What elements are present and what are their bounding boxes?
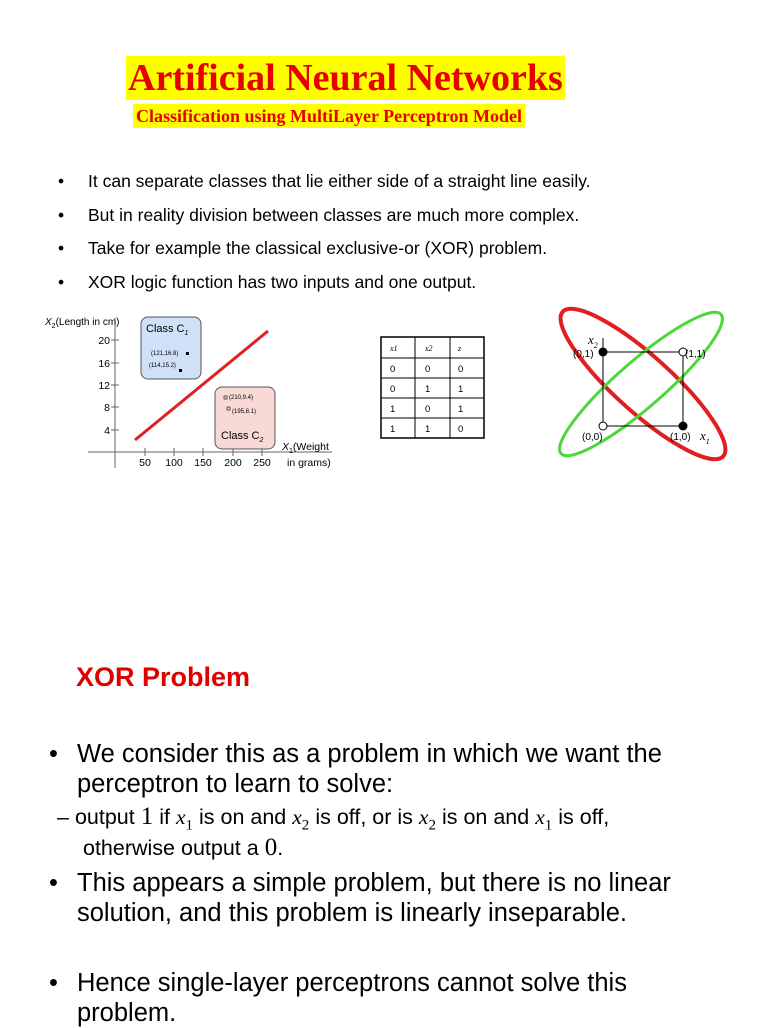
x-axis-label-line2: in grams) <box>287 457 331 469</box>
math-var: $x_2$ <box>418 805 436 834</box>
intro-bullet: • It can separate classes that lie either side of a straight line easily. <box>58 171 591 191</box>
table-cell: 0 <box>425 404 431 415</box>
red-ellipse <box>544 306 740 466</box>
class2-point-label: (210,9.4) <box>229 395 254 401</box>
class2-point-label: (195,8.1) <box>232 409 257 415</box>
class2-label: Class $C_2$ <box>221 430 264 444</box>
intro-bullet: • But in reality division between classes are much more complex. <box>58 204 580 225</box>
math-var: $x_2$ <box>292 805 310 834</box>
y-ticks <box>98 335 119 437</box>
table-header-cell: x1 <box>390 344 398 353</box>
bullet-icon: • <box>58 271 65 292</box>
x-ticks <box>139 448 271 469</box>
point-label: (1,0) <box>670 432 691 443</box>
class1-point <box>186 352 189 355</box>
intro-bullet: • XOR logic function has two inputs and one output. <box>58 271 477 292</box>
bullet-icon: • <box>58 171 65 191</box>
xor-truth-table <box>380 336 486 440</box>
table-header-cell: x2 <box>425 344 433 353</box>
y-tick-label: 16 <box>98 358 110 370</box>
xor-ellipse-diagram <box>540 306 740 466</box>
y-axis-label: $X_2(Length$ in cm) <box>45 317 120 330</box>
x-tick-label: 150 <box>194 457 212 469</box>
table-header-cell: z <box>458 344 462 353</box>
page-subtitle: Classification using MultiLayer Perceptron Model <box>133 104 525 128</box>
table-cell: 0 <box>458 364 464 375</box>
x-tick-label: 250 <box>253 457 271 469</box>
table-cell: 1 <box>458 384 464 395</box>
class1-point <box>179 369 182 372</box>
classification-scatter-figure <box>40 308 350 478</box>
table-cell: 0 <box>425 364 431 375</box>
x2-axis-label: $x_2$ <box>588 332 598 350</box>
x-tick-label: 100 <box>165 457 183 469</box>
intro-bullet: • Take for example the classical exclusive-or (XOR) problem. <box>58 238 548 258</box>
xor-bullet-3: • Hence single-layer perceptrons cannot solve this problem. <box>49 969 627 1027</box>
table-cell: 1 <box>458 404 464 415</box>
x-tick-label: 200 <box>224 457 242 469</box>
math-var: $x_1$ <box>535 805 553 834</box>
y-tick-label: 20 <box>98 335 110 347</box>
table-cell: 1 <box>425 424 431 435</box>
table-cell: 0 <box>390 384 396 395</box>
section-heading: XOR Problem <box>76 662 251 692</box>
x-tick-label: 50 <box>139 457 151 469</box>
point-label: (1,1) <box>685 349 706 360</box>
math-var: $x_1$ <box>175 805 194 834</box>
x1-axis-label: $x_1$ <box>700 428 710 446</box>
bullet-icon: • <box>49 969 58 997</box>
point-0-0 <box>599 422 607 430</box>
point-label: (0,1) <box>573 349 594 360</box>
bullet-icon: • <box>49 869 58 897</box>
class1-point-label: (114,15.2) <box>149 363 176 369</box>
class1-label: Class $C_1$ <box>146 323 189 337</box>
table-cell: 1 <box>390 404 396 415</box>
point-1-0 <box>679 422 688 431</box>
bullet-icon: • <box>49 740 58 768</box>
bullet-icon: • <box>58 204 65 225</box>
table-cell: 1 <box>425 384 431 395</box>
xor-bullet-2: • This appears a simple problem, but there is no linear solution, and this problem is linearly inseparable. <box>49 869 671 927</box>
page-title: Artificial Neural Networks <box>128 57 563 99</box>
table-cell: 0 <box>390 364 396 375</box>
intro-bullet-list <box>58 170 591 304</box>
point-label: (0,0) <box>582 432 603 443</box>
bullet-icon: • <box>58 238 65 258</box>
table-cell: 1 <box>390 424 396 435</box>
xor-sub-bullet: – output 1 if $x_1$ is on and $x_2$ is off, or is $x_2$ is on and $x_1$ is off, otherwise output a 0. <box>57 803 610 862</box>
point-0-1 <box>599 348 608 357</box>
x-axis-label: $X_1(Weight$ <box>282 441 329 455</box>
y-tick-label: 12 <box>98 380 110 392</box>
xor-bullet-1: • We consider this as a problem in which we want the perceptron to learn to solve: <box>49 740 662 798</box>
y-tick-label: 4 <box>104 425 110 437</box>
class1-point-label: (121,16.8) <box>151 351 179 357</box>
y-tick-label: 8 <box>104 402 110 414</box>
table-cell: 0 <box>458 424 464 435</box>
